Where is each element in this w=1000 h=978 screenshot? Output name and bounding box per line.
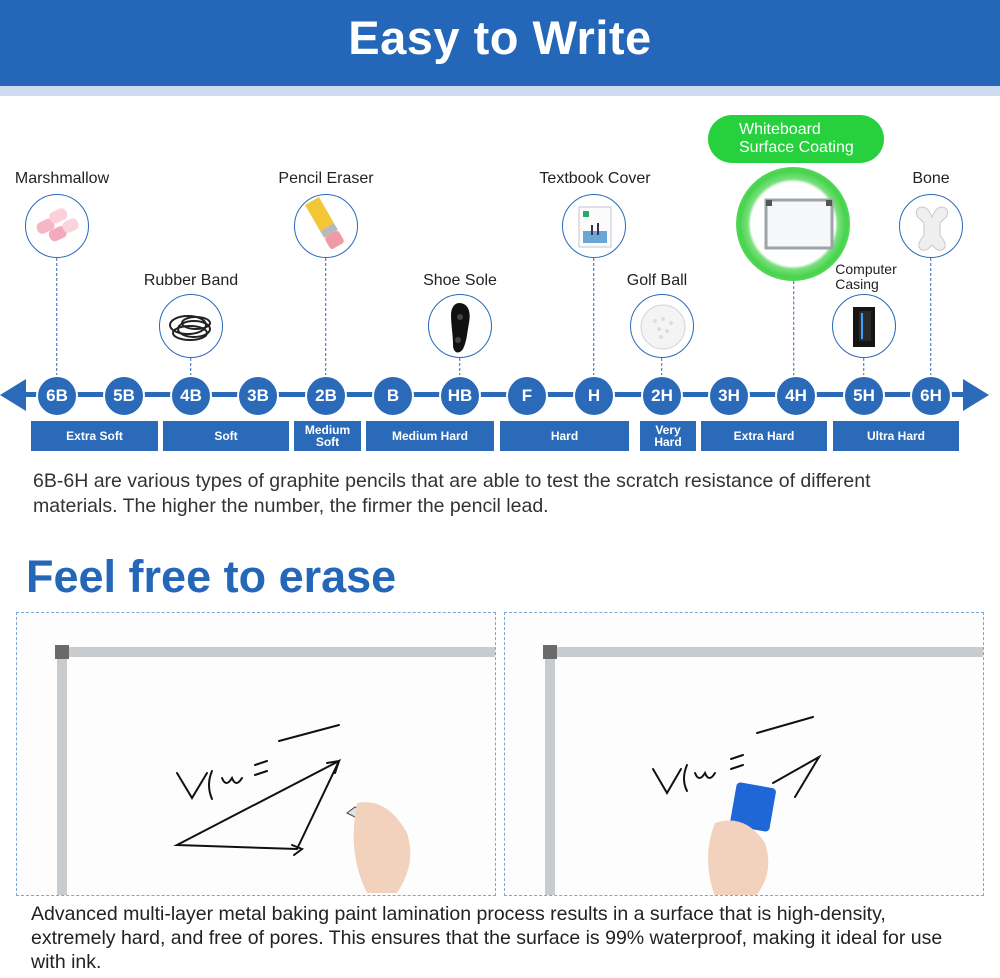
whiteboard-coating-badge [708,115,884,163]
pencil-eraser-icon [294,194,358,258]
grade-3b: 3B [237,375,279,417]
computer-casing-line-1: Computer [835,261,897,277]
category-hard: Hard [500,421,629,451]
leader-golf-ball [661,358,662,376]
material-label-bone: Bone [912,170,950,187]
leader-pencil-eraser [325,258,326,376]
leader-computer-casing [863,358,864,376]
computer-casing-line-2: Casing [835,276,879,292]
material-label-marshmallow: Marshmallow [14,170,110,187]
page-title: Easy to Write [348,11,652,64]
category-very-hard [640,421,696,451]
leader-marshmallow [56,258,57,376]
category-very-hard-line-2: Hard [654,435,682,449]
erase-section-title: Feel free to erase [26,551,397,602]
arrow-right-icon [963,379,989,411]
material-label-rubber-band: Rubber Band [143,272,239,289]
grade-5h: 5H [843,375,885,417]
golf-ball-icon [630,294,694,358]
grade-hb: HB [439,375,481,417]
category-very-hard-line-1: Very [655,423,681,437]
whiteboard-writing-photo [16,612,496,896]
grade-4h: 4H [775,375,817,417]
pencil-description: 6B-6H are various types of graphite pencils that are able to test the scratch resistance of different materials. The higher the number, the firmer the pencil lead. [33,470,871,517]
grade-4b: 4B [170,375,212,417]
marshmallow-icon [25,194,89,258]
leader-textbook-cover [593,258,594,376]
category-ultra-hard: Ultra Hard [833,421,959,451]
grade-6b: 6B [36,375,78,417]
category-medium-soft-line-2: Soft [315,435,340,449]
shoe-sole-icon [428,294,492,358]
category-medium-hard: Medium Hard [366,421,494,451]
computer-casing-icon [832,294,896,358]
textbook-cover-icon [562,194,626,258]
material-label-shoe-sole: Shoe Sole [423,272,497,289]
grade-2h: 2H [641,375,683,417]
grade-b: B [372,375,414,417]
leader-rubber-band [190,358,191,376]
category-extra-soft: Extra Soft [31,421,158,451]
grade-f: F [506,375,548,417]
leader-bone [930,258,931,376]
highlight-line-1: Whiteboard [739,121,821,138]
category-soft: Soft [163,421,289,451]
whiteboard-icon [764,198,834,250]
whiteboard-erasing-photo [504,612,984,896]
material-label-golf-ball: Golf Ball [626,272,688,289]
highlight-line-2: Surface Coating [739,139,854,156]
material-label-textbook-cover: Textbook Cover [539,170,651,187]
grade-h: H [573,375,615,417]
surface-description: Advanced multi-layer metal baking paint lamination process results in a surface that is high-density, extremely hard, and free of pores. This ensures that the surface is 99% waterproof, making it ideal for use with ink. [31,903,943,973]
grade-2b: 2B [305,375,347,417]
material-label-pencil-eraser: Pencil Eraser [278,170,374,187]
arrow-left-icon [0,379,26,411]
hardness-scale-axis [20,392,975,397]
material-label-computer-casing [835,262,896,292]
grade-3h: 3H [708,375,750,417]
grade-6h: 6H [910,375,952,417]
grade-5b: 5B [103,375,145,417]
leader-whiteboard [793,281,794,376]
bone-icon [899,194,963,258]
header-divider [0,86,1000,96]
category-medium-soft [294,421,361,451]
rubber-band-icon [159,294,223,358]
category-medium-soft-line-1: Medium [304,423,351,437]
category-extra-hard: Extra Hard [701,421,827,451]
leader-shoe-sole [459,358,460,376]
